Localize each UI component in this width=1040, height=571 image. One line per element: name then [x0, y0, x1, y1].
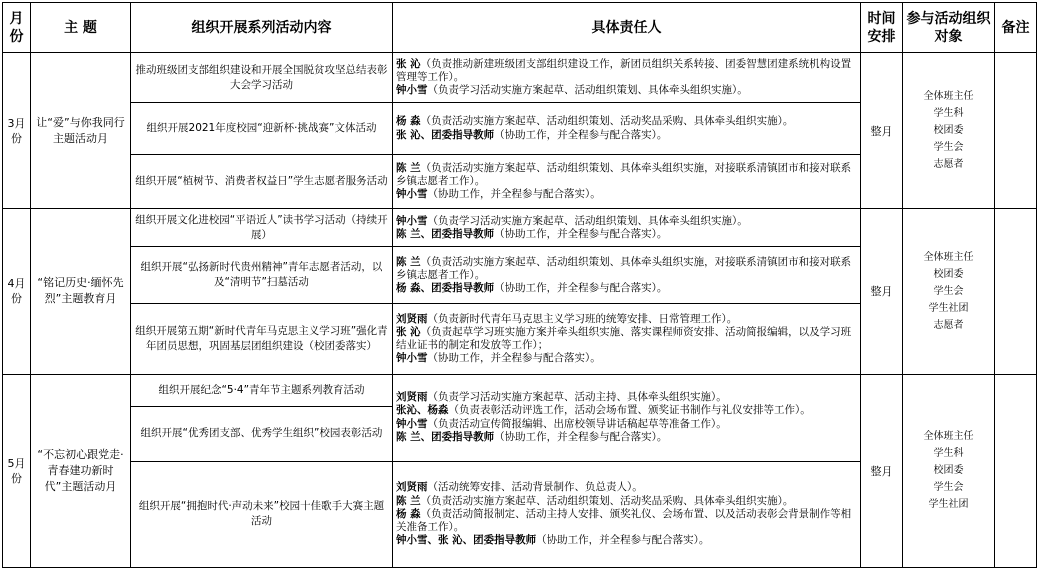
responsible-name: 钟小雪	[396, 352, 428, 365]
responsible-cell	[393, 209, 861, 247]
responsible-duty: （负责活动实施方案起草、活动组织策划、具体牵头组织实施，对接联系清镇团市和接对联系乡镇志愿者工作）。	[396, 161, 852, 188]
responsible-name: 张沁、杨淼	[396, 404, 449, 417]
responsible-duty: （负责活动实施方案起草、活动组织策划、活动奖品采购、具体牵头组织实施）。	[420, 115, 794, 128]
responsible-duty: （负责活动宣传简报编辑、出席校领导讲话稿起草等准备工作）。	[427, 417, 727, 430]
responsible-line	[396, 256, 857, 282]
responsible-duty: （协助工作，并全程参与配合落实）。	[494, 227, 668, 240]
responsible-line	[396, 495, 857, 508]
responsible-name: 钟小雪	[396, 417, 428, 430]
responsible-duty: （协助工作，并全程参与配合落实）。	[494, 282, 668, 295]
responsible-name: 刘贤雨	[396, 391, 428, 404]
activity-content: 推动班级团支部组织建设和开展全国脱贫攻坚总结表彰大会学习活动	[131, 53, 393, 103]
responsible-duty: （协助工作，并全程参与配合落实）。	[494, 430, 668, 443]
responsible-name: 钟小雪	[396, 84, 428, 97]
responsible-line	[396, 534, 857, 547]
responsible-line	[396, 391, 857, 404]
activity-content: 组织开展“植树节、消费者权益日”学生志愿者服务活动	[131, 155, 393, 209]
table-row	[3, 374, 1037, 406]
notes-cell-may	[995, 374, 1037, 567]
responsible-name: 杨 淼、团委指导教师	[396, 282, 495, 295]
responsible-line	[396, 418, 857, 431]
responsible-duty: （负责活动简报制定、活动主持人安排、颁奖礼仪、会场布置、以及活动表彰会背景制作等相关准备工作）。	[396, 507, 852, 533]
responsible-cell	[393, 247, 861, 304]
table-row	[3, 53, 1037, 103]
targets-cell-march	[903, 53, 995, 209]
responsible-duty: （协助工作，并全程参与配合落实）。	[494, 128, 668, 141]
responsible-line	[396, 84, 857, 97]
theme-cell-march: 让“爱”与你我同行主题活动月	[31, 53, 131, 209]
target-item: 校团委	[933, 268, 964, 280]
responsible-duty: （负责学习活动实施方案起草、活动主持、具体牵头组织实施）。	[427, 391, 727, 404]
header-time: 时间安排	[861, 3, 903, 53]
responsible-name: 杨 淼	[396, 115, 421, 128]
time-cell-april: 整月	[861, 209, 903, 374]
activity-content: 组织开展“优秀团支部、优秀学生组织”校园表彰活动	[131, 406, 393, 461]
targets-cell-may	[903, 374, 995, 567]
target-item: 校团委	[933, 465, 964, 477]
responsible-line	[396, 326, 857, 352]
responsible-duty: （协助工作，并全程参与配合落实）。	[427, 352, 601, 365]
responsible-duty: （负责学习活动实施方案起草、活动组织策划、具体牵头组织实施）。	[427, 214, 748, 227]
activity-schedule-table	[2, 2, 1037, 568]
responsible-cell	[393, 374, 861, 461]
responsible-line	[396, 115, 857, 128]
responsible-name: 杨 淼	[396, 507, 421, 520]
target-item: 全体班主任	[923, 91, 974, 103]
responsible-line	[396, 352, 857, 365]
responsible-name: 陈 兰、团委指导教师	[396, 227, 495, 240]
target-item: 志愿者	[933, 319, 964, 331]
targets-cell-april	[903, 209, 995, 374]
responsible-line	[396, 431, 857, 444]
month-cell-april: 4月份	[3, 209, 31, 374]
responsible-name: 陈 兰	[396, 255, 421, 268]
header-responsible: 具体责任人	[393, 3, 861, 53]
responsible-duty: （活动统筹安排、活动背景制作、负总责人）。	[427, 481, 643, 494]
target-item: 全体班主任	[923, 251, 974, 263]
responsible-cell	[393, 155, 861, 209]
responsible-duty: （负责学习活动实施方案起草、活动组织策划、具体牵头组织实施）。	[427, 84, 748, 97]
time-cell-march: 整月	[861, 53, 903, 209]
header-notes: 备注	[995, 3, 1037, 53]
responsible-name: 刘贤雨	[396, 481, 428, 494]
responsible-cell	[393, 53, 861, 103]
responsible-line	[396, 162, 857, 188]
theme-cell-may: “不忘初心跟党走·青春建功新时代”主题活动月	[31, 374, 131, 567]
responsible-duty: （负责推动新建班级团支部组织建设工作，新团员组织关系转接、团委智慧团建系统机构设置管理等工作）。	[396, 57, 852, 84]
target-item: 学生会	[933, 482, 964, 494]
target-item: 志愿者	[933, 159, 964, 171]
responsible-line	[396, 481, 857, 494]
activity-content: 组织开展文化进校园“平语近人”读书学习活动（持续开展）	[131, 209, 393, 247]
target-item: 全体班主任	[923, 431, 974, 443]
responsible-line	[396, 313, 857, 326]
responsible-name: 张 沁	[396, 325, 421, 338]
responsible-line	[396, 404, 857, 417]
responsible-name: 陈 兰、团委指导教师	[396, 430, 495, 443]
responsible-duty: （负责新时代青年马克思主义学习班的统筹安排、日常管理工作）。	[427, 312, 738, 325]
activity-content: 组织开展“弘扬新时代贵州精神”青年志愿者活动，以及“清明节”扫墓活动	[131, 247, 393, 304]
header-content: 组织开展系列活动内容	[131, 3, 393, 53]
time-cell-may: 整月	[861, 374, 903, 567]
responsible-line	[396, 508, 857, 534]
responsible-line	[396, 228, 857, 241]
responsible-duty: （负责表彰活动评选工作，活动会场布置、颁奖证书制作与礼仪安排等工作）。	[448, 404, 811, 417]
activity-content: 组织开展第五期“新时代青年马克思主义学习班”强化青年团员思想，巩固基层团组织建设（校团委落实）	[131, 304, 393, 374]
responsible-line	[396, 58, 857, 84]
target-item: 学生会	[933, 285, 964, 297]
responsible-duty: （负责活动实施方案起草、活动组织策划、活动奖品采购、具体牵头组织实施）。	[420, 494, 794, 507]
responsible-line	[396, 282, 857, 295]
responsible-name: 钟小雪	[396, 188, 428, 201]
notes-cell-march	[995, 53, 1037, 209]
activity-content: 组织开展2021年度校园“迎新杯·挑战赛”文体活动	[131, 103, 393, 155]
theme-cell-april: “铭记历史·缅怀先烈”主题教育月	[31, 209, 131, 374]
responsible-name: 张 沁	[396, 57, 421, 70]
target-item: 校团委	[933, 125, 964, 137]
activity-content: 组织开展“拥抱时代·声动未来”校园十佳歌手大赛主题活动	[131, 461, 393, 567]
responsible-duty: （协助工作，并全程参与配合落实）。	[427, 188, 601, 201]
responsible-line	[396, 129, 857, 142]
header-row	[3, 3, 1037, 53]
responsible-line	[396, 215, 857, 228]
header-theme: 主 题	[31, 3, 131, 53]
notes-cell-april	[995, 209, 1037, 374]
target-item: 学生科	[933, 448, 964, 460]
month-cell-march: 3月份	[3, 53, 31, 209]
responsible-name: 陈 兰	[396, 161, 421, 174]
target-item: 学生社团	[928, 302, 969, 314]
table-row	[3, 209, 1037, 247]
responsible-name: 张 沁、团委指导教师	[396, 128, 495, 141]
target-item: 学生科	[933, 108, 964, 120]
responsible-cell	[393, 304, 861, 374]
responsible-duty: （负责起草学习班实施方案并牵头组织实施、落实课程师资安排、活动简报编辑，以及学习班结业证书的制定和发放等工作）；	[396, 325, 852, 352]
target-item: 学生社团	[928, 499, 969, 511]
responsible-line	[396, 188, 857, 201]
header-targets: 参与活动组织对象	[903, 3, 995, 53]
responsible-name: 陈 兰	[396, 494, 421, 507]
responsible-name: 刘贤雨	[396, 312, 428, 325]
target-item: 学生会	[933, 142, 964, 154]
responsible-name: 钟小雪、张 沁、团委指导教师	[396, 534, 537, 547]
responsible-duty: （协助工作，并全程参与配合落实）。	[536, 534, 710, 547]
month-cell-may: 5月份	[3, 374, 31, 567]
responsible-duty: （负责活动实施方案起草、活动组织策划、具体牵头组织实施，对接联系清镇团市和接对联系乡镇志愿者工作）。	[396, 255, 852, 281]
responsible-name: 钟小雪	[396, 214, 428, 227]
responsible-cell	[393, 103, 861, 155]
header-month: 月份	[3, 3, 31, 53]
activity-content: 组织开展纪念“5·4”青年节主题系列教育活动	[131, 374, 393, 406]
responsible-cell	[393, 461, 861, 567]
